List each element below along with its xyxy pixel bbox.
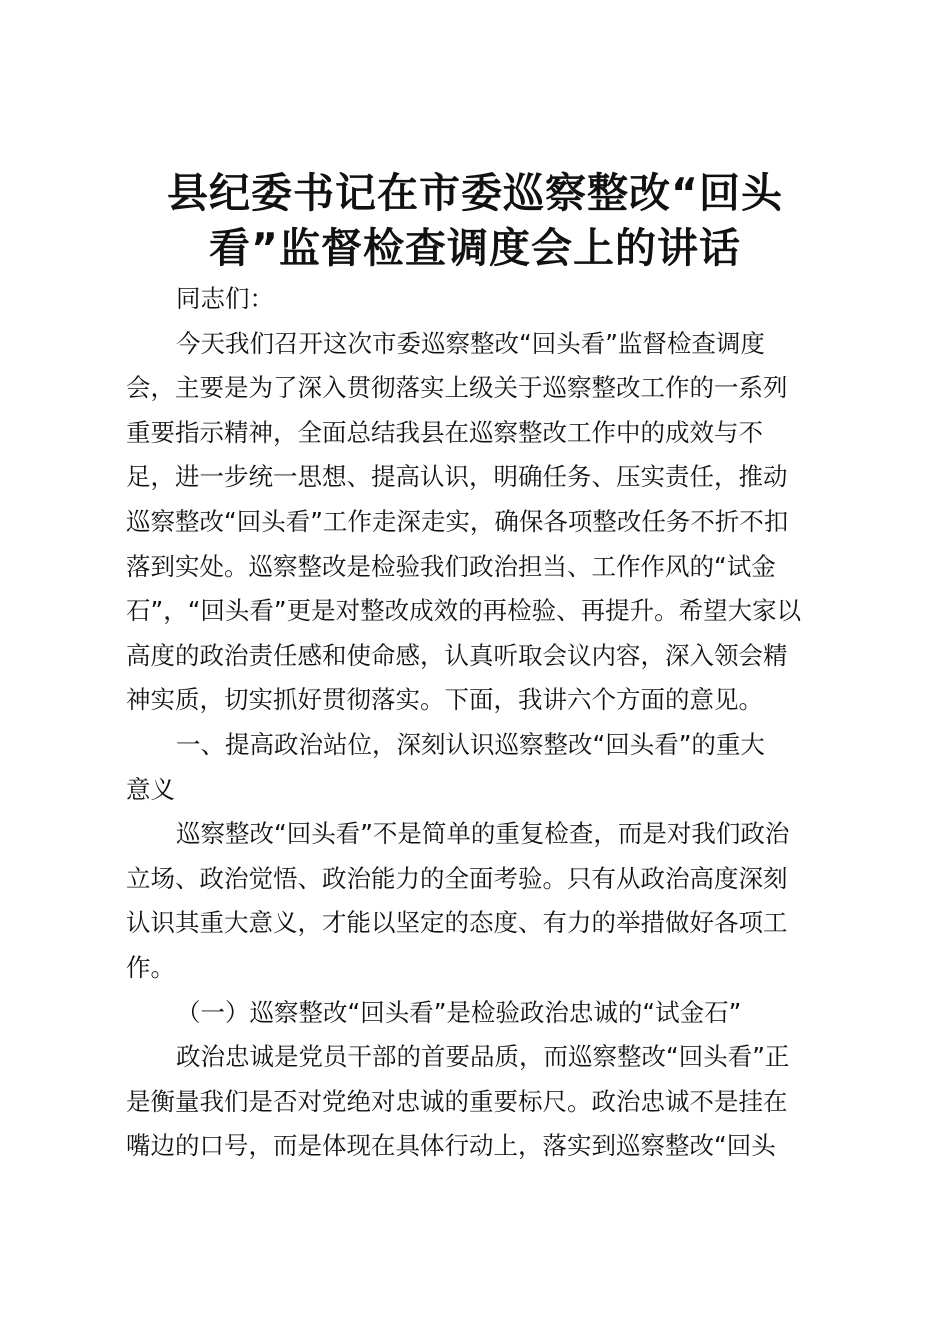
- document-title: [120, 166, 830, 276]
- subheading-1: （一）巡察整改“回头看”是检验政治忠诚的“试金石”: [176, 997, 742, 1027]
- paragraph-line: 作。: [126, 952, 175, 982]
- paragraph-line: 今天我们召开这次市委巡察整改“回头看”监督检查调度: [176, 328, 765, 358]
- paragraph-line: 是衡量我们是否对党绝对忠诚的重要标尺。政治忠诚不是挂在: [126, 1086, 788, 1116]
- paragraph-line: 重要指示精神，全面总结我县在巡察整改工作中的成效与不: [126, 417, 763, 447]
- paragraph-line: 巡察整改“回头看”工作走深走实，确保各项整改任务不折不扣: [126, 506, 789, 536]
- paragraph-line: 会，主要是为了深入贯彻落实上级关于巡察整改工作的一系列: [126, 373, 788, 403]
- paragraph-significance: [126, 812, 826, 990]
- heading-line: 意义: [126, 774, 175, 804]
- document-body: [126, 277, 826, 1169]
- section-heading-1: [126, 723, 826, 812]
- paragraph-line: 巡察整改“回头看”不是简单的重复检查，而是对我们政治: [176, 819, 790, 849]
- heading-line: 一、提高政治站位，深刻认识巡察整改“回头看”的重大: [176, 729, 765, 759]
- paragraph-line: 立场、政治觉悟、政治能力的全面考验。只有从政治高度深刻: [126, 863, 788, 893]
- paragraph-line: 嘴边的口号，而是体现在具体行动上，落实到巡察整改“回头: [126, 1131, 776, 1161]
- paragraph-line: 足，进一步统一思想、提高认识，明确任务、压实责任，推动: [126, 462, 788, 492]
- title-line: 看”监督检查调度会上的讲话: [209, 224, 741, 272]
- paragraph-line: 落到实处。巡察整改是检验我们政治担当、工作作风的“试金: [126, 551, 776, 581]
- paragraph-line: 神实质，切实抓好贯彻落实。下面，我讲六个方面的意见。: [126, 685, 763, 715]
- paragraph-line: 石”，“回头看”更是对整改成效的再检验、再提升。希望大家以: [126, 596, 802, 626]
- paragraph-loyalty: [126, 1035, 826, 1169]
- title-line: 县纪委书记在市委巡察整改“回头: [167, 169, 783, 217]
- paragraph-line: 高度的政治责任感和使命感，认真听取会议内容，深入领会精: [126, 640, 788, 670]
- paragraph-line: 政治忠诚是党员干部的首要品质，而巡察整改“回头看”正: [176, 1042, 790, 1072]
- salutation: 同志们：: [176, 284, 274, 313]
- paragraph-intro: [126, 322, 826, 723]
- paragraph-line: 认识其重大意义，才能以坚定的态度、有力的举措做好各项工: [126, 908, 788, 938]
